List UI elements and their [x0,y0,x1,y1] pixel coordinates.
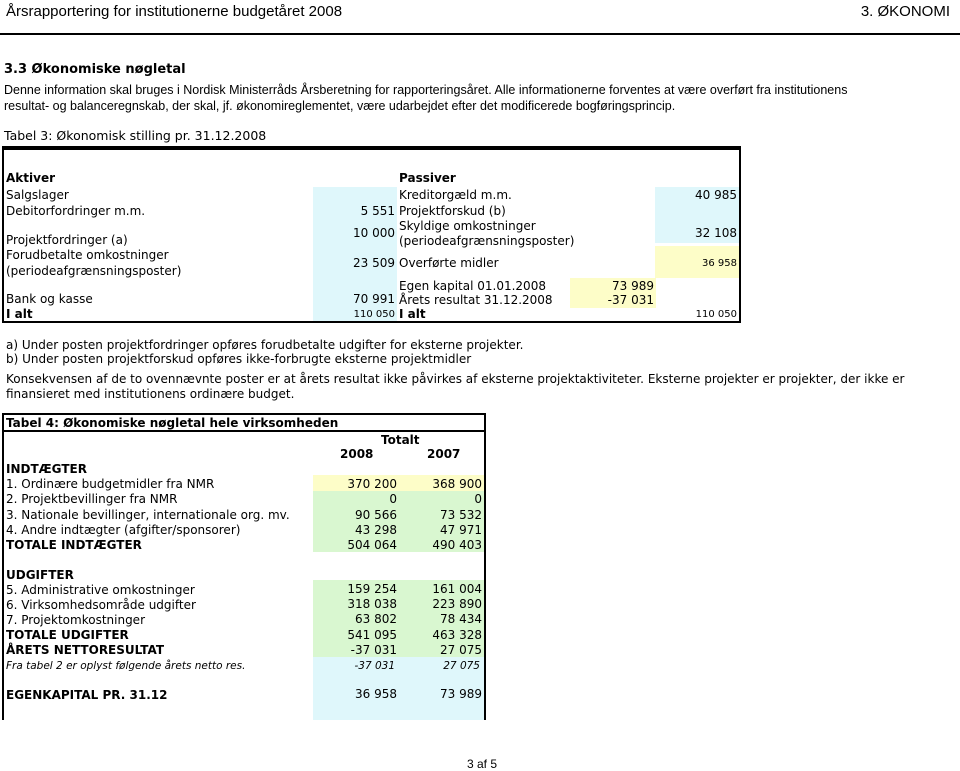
egenkapital-2008: 36 958 [355,687,397,701]
totale-udgifter-2008: 541 095 [347,628,397,642]
intro-line-2: resultat- og balanceregnskab, der skal, jf. økonomireglementet, være udarbejdet efter det modificerede bogføringsprincip. [4,99,676,113]
udgifter-row-label: 6. Virksomhedsområde udgifter [6,598,196,612]
section-title: 3.3 Økonomiske nøgletal [4,62,186,77]
aktiver-label: Projektfordringer (a) [6,233,128,247]
udgifter-row-2008: 318 038 [347,597,397,611]
aktiver-label: (periodeafgrænsningsposter) [6,264,182,278]
aarets-nettoresultat-2007: 27 075 [440,643,482,657]
passiver-value: 32 108 [695,226,737,240]
aktiver-heading: Aktiver [6,171,55,185]
aktiver-label: Debitorfordringer m.m. [6,204,146,218]
indtaegter-row-label: 1. Ordinære budgetmidler fra NMR [6,477,215,491]
totale-udgifter-2007: 463 328 [432,628,482,642]
udgifter-heading: UDGIFTER [6,568,74,582]
aktiver-label: Forudbetalte omkostninger [6,248,169,262]
header-title: Årsrapportering for institutionerne budgetåret 2008 [6,3,343,20]
fra-tabel2-2007: 27 075 [443,660,480,672]
udgifter-row-label: 5. Administrative omkostninger [6,583,195,597]
tabel4-top-border [2,413,485,415]
aktiver-value: 70 991 [353,292,395,306]
i-alt-aktiver-value: 110 050 [353,309,395,320]
indtaegter-row-label: 3. Nationale bevillinger, internationale org. mv. [6,508,290,522]
passiver-label: (periodeafgrænsningsposter) [399,234,575,248]
tabel4-right-border [484,413,486,720]
header-rule [0,33,960,35]
year-2008-heading: 2008 [340,447,374,461]
consequence-line-1: Konsekvensen af de to ovennævnte poster er at årets resultat ikke påvirkes af eksterne projektaktiviteter. Eksterne projekter er projekter, der ikke er [6,372,905,386]
aktiver-label: Bank og kasse [6,292,93,306]
passiver-label: Projektforskud (b) [399,204,506,218]
year-2007-heading: 2007 [427,447,461,461]
egen-kapital-value: 73 989 [612,279,654,293]
indtaegter-row-2008: 90 566 [355,508,397,522]
intro-line-1: Denne information skal bruges i Nordisk Ministerråds Årsberetning for rapporteringsåret. Alle informationerne forventes at være overført fra institutionens [4,83,848,97]
passiver-value: 40 985 [695,188,737,202]
tabel4-title: Tabel 4: Økonomiske nøgletal hele virksomheden [6,416,339,430]
totale-indtaegter-2008: 504 064 [347,538,397,552]
i-alt-label: I alt [6,307,33,321]
aktiver-label: Salgslager [6,188,69,202]
indtaegter-row-2007: 73 532 [440,508,482,522]
consequence-line-2: finansieret med institutionens ordinære budget. [6,387,295,401]
passiver-label: Kreditorgæld m.m. [399,188,512,202]
indtaegter-row-label: 2. Projektbevillinger fra NMR [6,492,178,506]
i-alt-passiver-value: 110 050 [695,309,737,320]
indtaegter-row-2008: 0 [389,492,397,506]
udgifter-row-label: 7. Projektomkostninger [6,613,146,627]
tabel3-right-border [739,146,741,322]
header-section: 3. ØKONOMI [860,3,950,20]
indtaegter-row-label: 4. Andre indtægter (afgifter/sponsorer) [6,523,241,537]
tabel3-top-border [2,146,740,150]
egenkapital-label: EGENKAPITAL PR. 31.12 [6,688,168,702]
passiver-value: 36 958 [702,258,737,269]
indtaegter-row-2008: 43 298 [355,523,397,537]
udgifter-row-2007: 161 004 [432,582,482,596]
udgifter-row-2007: 223 890 [432,597,482,611]
totale-indtaegter-label: TOTALE INDTÆGTER [6,538,142,552]
i-alt-label: I alt [399,307,426,321]
note-a: a) Under posten projektfordringer opføres forudbetalte udgifter for eksterne projekter. [6,338,524,352]
tabel4-title-border [2,430,485,432]
page-number: 3 af 5 [467,757,498,771]
tabel3-title: Tabel 3: Økonomisk stilling pr. 31.12.2008 [4,128,267,143]
udgifter-row-2007: 78 434 [440,612,482,626]
aarets-nettoresultat-2008: -37 031 [350,643,397,657]
passiver-label: Overførte midler [399,256,499,270]
passiver-heading: Passiver [399,171,456,185]
note-b: b) Under posten projektforskud opføres ikke-forbrugte eksterne projektmidler [6,352,472,366]
aarets-resultat-label: Årets resultat 31.12.2008 [399,293,553,307]
fra-tabel2-label: Fra tabel 2 er oplyst følgende årets netto res. [6,660,246,672]
totale-indtaegter-2007: 490 403 [432,538,482,552]
indtaegter-row-2007: 0 [474,492,482,506]
udgifter-row-2008: 159 254 [347,582,397,596]
indtaegter-row-2007: 47 971 [440,523,482,537]
indtaegter-heading: INDTÆGTER [6,462,87,476]
aktiver-value: 23 509 [353,256,395,270]
aarets-resultat-value: -37 031 [607,293,654,307]
aarets-nettoresultat-label: ÅRETS NETTORESULTAT [6,643,165,657]
passiver-label: Skyldige omkostninger [399,219,536,233]
indtaegter-row-2008: 370 200 [347,477,397,491]
egenkapital-2007: 73 989 [440,687,482,701]
aktiver-value: 10 000 [353,226,395,240]
udgifter-row-2008: 63 802 [355,612,397,626]
aktiver-value: 5 551 [360,204,395,218]
tabel3-bottom-border [2,321,741,323]
totalt-heading: Totalt [381,433,420,447]
fra-tabel2-2008: -37 031 [354,660,395,672]
egen-kapital-label: Egen kapital 01.01.2008 [399,279,546,293]
tabel3-left-border [2,146,4,322]
tabel4-left-border [2,413,4,720]
totale-udgifter-label: TOTALE UDGIFTER [6,628,129,642]
indtaegter-row-2007: 368 900 [432,477,482,491]
